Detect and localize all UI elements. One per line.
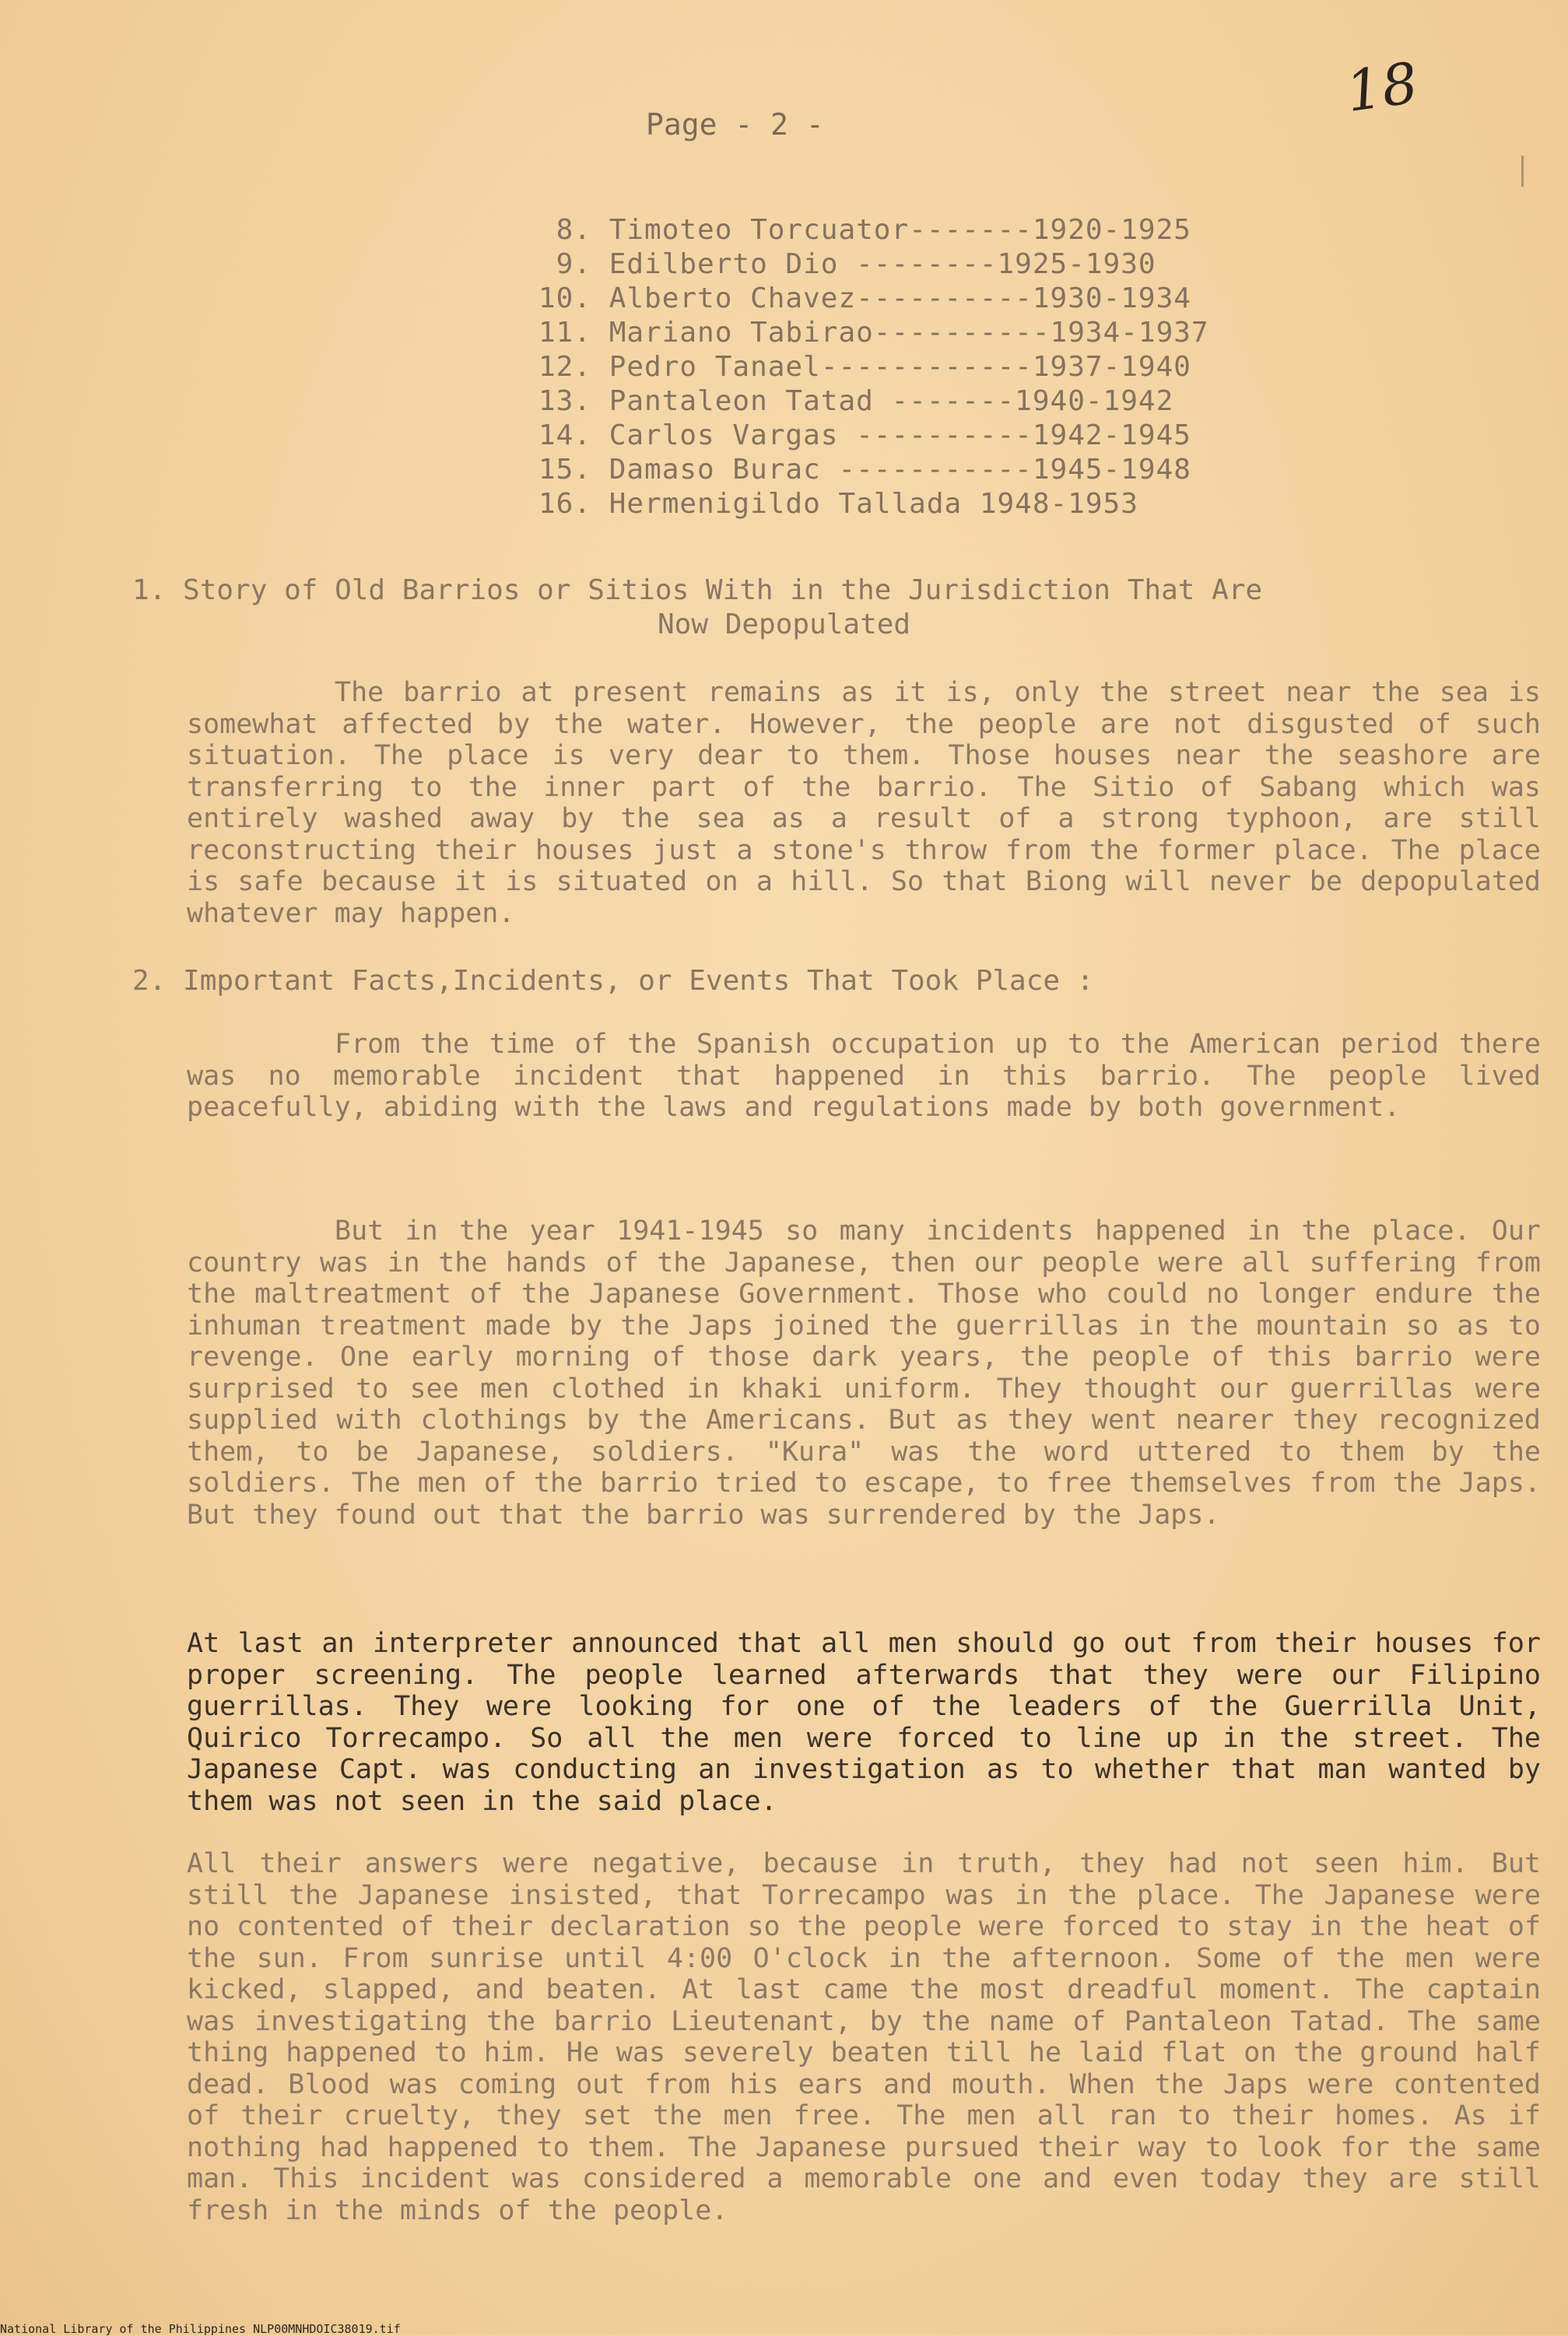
section1-heading-line1: 1. Story of Old Barrios or Sitios With in the Jurisdiction That Are xyxy=(132,574,1263,606)
list-item: 15. Damaso Burac -----------1945-1948 xyxy=(538,454,1191,486)
section1-heading-line2: Now Depopulated xyxy=(658,609,911,640)
list-item: 12. Pedro Tanael------------1937-1940 xyxy=(538,351,1191,383)
tellers-list xyxy=(510,214,1210,522)
list-item: 13. Pantaleon Tatad -------1940-1942 xyxy=(538,385,1174,417)
edge-mark xyxy=(1521,156,1524,187)
list-item: 14. Carlos Vargas ----------1942-1945 xyxy=(538,419,1191,451)
section2-para2a: But in the year 1941-1945 so many incidents happened in the place. Our country was in the hands of the Japanese, then our people were all suffering from the maltreatment of the Japanese Government. Those who could no longer endure the inhuman treatment made by the Japs joined the guerrillas in the mountain so as to revenge. One early morning of those dark years, the people of this barrio were surprised to see men clothed in khaki uniform. They thought our guerrillas were supplied with clothings by the Americans. But as they went nearer they recognized them, to be Japanese, soldiers. "Kura" was the word uttered to them by the soldiers. The men of the barrio tried to escape, to free themselves from the Japs. But they found out that the barrio was surrendered by the Japs. xyxy=(187,1215,1541,1531)
list-item: 16. Hermenigildo Tallada 1948-1953 xyxy=(538,488,1138,520)
section2-para2b: At last an interpreter announced that all men should go out from their houses for proper screening. The people learned afterwards that they were our Filipino guerrillas. They were looking for one of the leaders of the Guerrilla Unit, Quirico Torrecampo. So all the men were forced to line up in the street. The Japanese Capt. was conducting an investigation as to whether that man wanted by them was not seen in the said place. xyxy=(187,1628,1541,1817)
list-item: 10. Alberto Chavez----------1930-1934 xyxy=(538,282,1191,314)
list-item: 9. Edilberto Dio --------1925-1930 xyxy=(556,248,1156,280)
archive-footer: National Library of the Philippines NLP00MNHDOIC38019.tif xyxy=(0,2322,401,2336)
section2-heading: 2. Important Facts,Incidents, or Events That Took Place : xyxy=(132,965,1094,997)
section1-body: The barrio at present remains as it is, only the street near the sea is somewhat affected by the water. However, the people are not disgusted of such situation. The place is very dear to them. Those houses near the seashore are transferring to the inner part of the barrio. The Sitio of Sabang which was entirely washed away by the sea as a result of a strong typhoon, are still reconstructing their houses just a stone's throw from the former place. The place is safe because it is situated on a hill. So that Biong will never be depopulated whatever may happen. xyxy=(187,677,1541,929)
handwritten-page-number: 18 xyxy=(1342,50,1422,125)
list-item: 11. Mariano Tabirao----------1934-1937 xyxy=(538,317,1209,349)
page-label: Page - 2 - xyxy=(646,107,824,142)
section2-para2c: All their answers were negative, because in truth, they had not seen him. But still the Japanese insisted, that Torrecampo was in the place. The Japanese were no contented of their declaration so the people were forced to stay in the heat of the sun. From sunrise until 4:00 O'clock in the afternoon. Some of the men were kicked, slapped, and beaten. At last came the most dreadful moment. The captain was investigating the barrio Lieutenant, by the name of Pantaleon Tatad. The same thing happened to him. He was severely beaten till he laid flat on the ground half dead. Blood was coming out from his ears and mouth. When the Japs were contented of their cruelty, they set the men free. The men all ran to their homes. As if nothing had happened to them. The Japanese pursued their way to look for the same man. This incident was considered a memorable one and even today they are still fresh in the minds of the people. xyxy=(187,1848,1541,2226)
list-item: 8. Timoteo Torcuator-------1920-1925 xyxy=(556,214,1191,246)
section2-para1: From the time of the Spanish occupation up to the American period there was no memorable incident that happened in this barrio. The people lived peacefully, abiding with the laws and regulations made by both government. xyxy=(187,1029,1541,1123)
